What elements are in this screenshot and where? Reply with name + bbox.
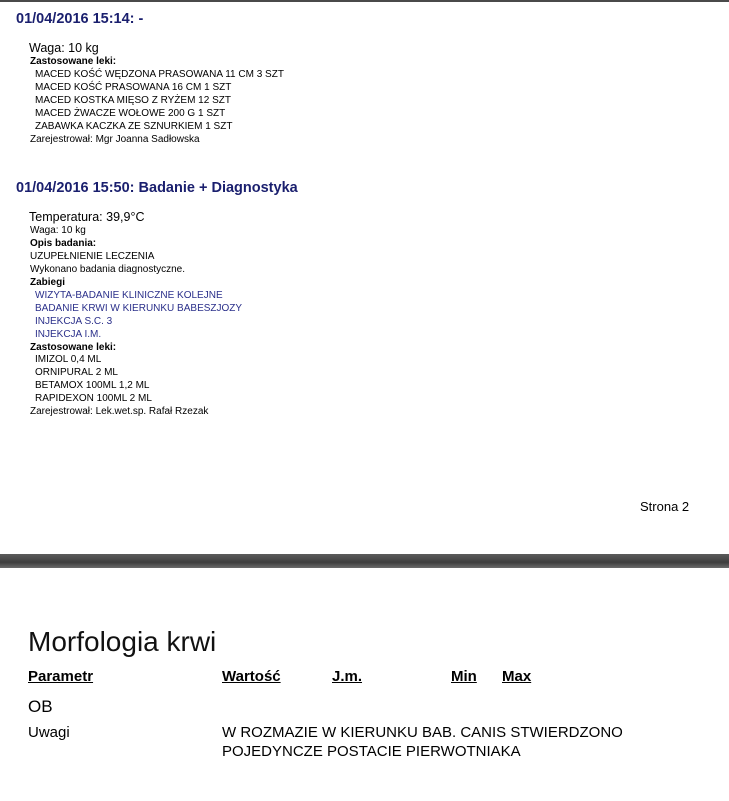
registered-by: Zarejestrował: Mgr Joanna Sadłowska: [30, 134, 200, 145]
page-number: Strona 2: [640, 499, 690, 514]
table-row-param: Uwagi: [28, 724, 70, 741]
report-page-2: [0, 568, 729, 801]
weight-text: Waga: 10 kg: [30, 225, 86, 236]
exam-title: Opis badania:: [30, 238, 97, 249]
med-item: ZABAWKA KACZKA ZE SZNURKIEM 1 SZT: [35, 121, 233, 132]
column-header-parametr: Parametr: [28, 668, 94, 685]
procedure-item: INJEKCJA S.C. 3: [35, 316, 113, 327]
med-item: MACED ŻWACZE WOŁOWE 200 G 1 SZT: [35, 108, 226, 119]
med-item: IMIZOL 0,4 ML: [35, 354, 102, 365]
table-row-value: W ROZMAZIE W KIERUNKU BAB. CANIS STWIERDZONO: [222, 724, 623, 741]
med-item: RAPIDEXON 100ML 2 ML: [35, 393, 152, 404]
table-row-value: POJEDYNCZE POSTACIE PIERWOTNIAKA: [222, 743, 521, 760]
med-item: MACED KOŚĆ PRASOWANA 16 CM 1 SZT: [35, 82, 232, 93]
page-separator: [0, 554, 729, 568]
visit-header: 01/04/2016 15:14: -: [16, 11, 144, 27]
column-header-max: Max: [502, 668, 532, 685]
weight-text: Waga: 10 kg: [29, 41, 99, 55]
column-header-min: Min: [451, 668, 477, 685]
procedure-item: INJEKCJA I.M.: [35, 329, 102, 340]
section-title: Morfologia krwi: [28, 626, 217, 657]
exam-line: Wykonano badania diagnostyczne.: [30, 264, 186, 275]
procedures-title: Zabiegi: [30, 277, 66, 288]
procedure-item: WIZYTA-BADANIE KLINICZNE KOLEJNE: [35, 290, 223, 301]
registered-by: Zarejestrował: Lek.wet.sp. Rafał Rzezak: [30, 406, 209, 417]
meds-title: Zastosowane leki:: [30, 342, 117, 353]
exam-line: UZUPEŁNIENIE LECZENIA: [30, 251, 155, 262]
page-top-border: [0, 0, 729, 2]
med-item: BETAMOX 100ML 1,2 ML: [35, 380, 150, 391]
table-row-param: OB: [28, 697, 53, 716]
med-item: ORNIPURAL 2 ML: [35, 367, 118, 378]
visit-header: 01/04/2016 15:50: Badanie + Diagnostyka: [16, 180, 298, 196]
med-item: MACED KOSTKA MIĘSO Z RYŻEM 12 SZT: [35, 95, 231, 106]
med-item: MACED KOŚĆ WĘDZONA PRASOWANA 11 CM 3 SZT: [35, 69, 284, 80]
procedure-item: BADANIE KRWI W KIERUNKU BABESZJOZY: [35, 303, 243, 314]
column-header-jm: J.m.: [332, 668, 363, 685]
temperature-text: Temperatura: 39,9°C: [29, 210, 145, 224]
column-header-wartosc: Wartość: [222, 668, 281, 685]
meds-title: Zastosowane leki:: [30, 56, 117, 67]
